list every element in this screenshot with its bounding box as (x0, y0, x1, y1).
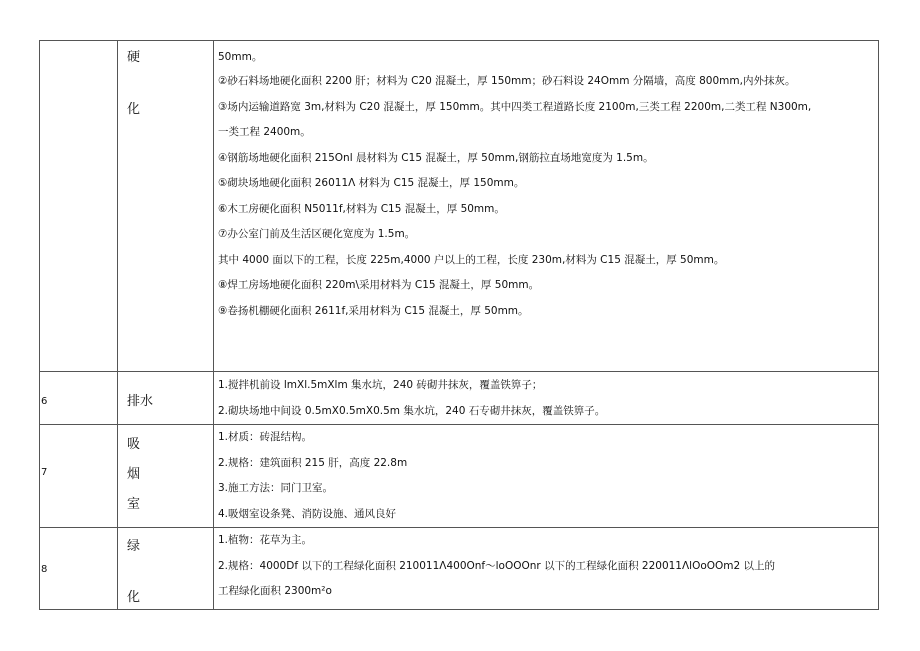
table-row (40, 425, 879, 528)
content-line: ⑤砌块场地硬化面积 26011Λ 材料为 C15 混凝土，厚 150mm。 (218, 177, 525, 189)
row-category (118, 528, 214, 610)
content-line: 工程绿化面积 2300m²o (218, 585, 332, 597)
row-category (118, 41, 214, 372)
row-content (214, 372, 879, 425)
content-line: ②砂石料场地硬化面积 2200 肝；材料为 C20 混凝土，厚 150mm；砂石料设 24Omm 分隔墙，高度 800mm,内外抹灰。 (218, 75, 796, 87)
content-line: 2.砌块场地中间设 0.5mX0.5mX0.5m 集水坑，240 石专砌井抹灰，覆盖铁箅子。 (218, 404, 606, 417)
row-number (40, 372, 118, 425)
content-line: 2.规格：4000Df 以下的工程绿化面积 210011Λ400Onf～loOOOnr 以下的工程绿化面积 220011ΛlOoOOm2 以上的 (218, 559, 776, 572)
construction-spec-table (39, 40, 879, 610)
category-char: 室 (127, 497, 141, 512)
row-number-text: 6 (41, 396, 48, 407)
content-line: 1.材质：砖混结构。 (218, 431, 313, 443)
content-line: 2.规格：建筑面积 215 肝，高度 22.8m (218, 456, 408, 469)
content-line: 3.施工方法：同门卫室。 (218, 482, 334, 494)
row-content (214, 528, 879, 610)
table-row (40, 372, 879, 425)
row-category (118, 425, 214, 528)
row-content (214, 425, 879, 528)
category-char: 硬 (127, 50, 141, 65)
content-line: 4.吸烟室设条凳、消防设施、通风良好 (218, 507, 397, 520)
row-content (214, 41, 879, 372)
category-char: 烟 (127, 467, 141, 482)
row-number-text: 8 (41, 564, 48, 575)
category-char: 化 (127, 590, 141, 605)
category-char: 吸 (127, 437, 141, 452)
content-line: 50mm。 (218, 51, 263, 63)
content-line: ⑧焊工房场地硬化面积 220m\采用材料为 C15 混凝土，厚 50mm。 (218, 279, 540, 291)
category-char: 排水 (127, 394, 154, 409)
content-line: ⑥木工房硬化面积 N5011f,材料为 C15 混凝土，厚 50mm。 (218, 202, 505, 215)
content-line: 1.搅拌机前设 lmXl.5mXlm 集水坑，240 砖砌井抹灰，覆盖铁箅子； (218, 379, 543, 391)
content-line: ⑦办公室门前及生活区硬化宽度为 1.5m。 (218, 228, 416, 240)
row-number (40, 528, 118, 610)
category-char: 绿 (127, 539, 141, 554)
content-line: 一类工程 2400m。 (218, 126, 311, 138)
content-line: 其中 4000 面以下的工程，长度 225m,4000 户以上的工程，长度 230m,材料为 C15 混凝土，厚 50mm。 (218, 253, 725, 266)
row-number-text: 7 (41, 467, 48, 478)
content-line: ④钢筋场地硬化面积 215Onl 晨材料为 C15 混凝土，厚 50mm,钢筋拉直场地宽度为 1.5m。 (218, 151, 654, 164)
table-row (40, 528, 879, 610)
table-row (40, 41, 879, 372)
category-char: 化 (127, 102, 141, 117)
row-number (40, 41, 118, 372)
content-line: ③场内运输道路宽 3m,材料为 C20 混凝土，厚 150mm。其中四类工程道路长度 2100m,三类工程 2200m,二类工程 N300m, (218, 100, 812, 113)
row-category (118, 372, 214, 425)
content-line: ⑨卷扬机棚硬化面积 2611f,采用材料为 C15 混凝土，厚 50mm。 (218, 304, 529, 317)
content-line: 1.植物：花草为主。 (218, 534, 313, 546)
row-number (40, 425, 118, 528)
